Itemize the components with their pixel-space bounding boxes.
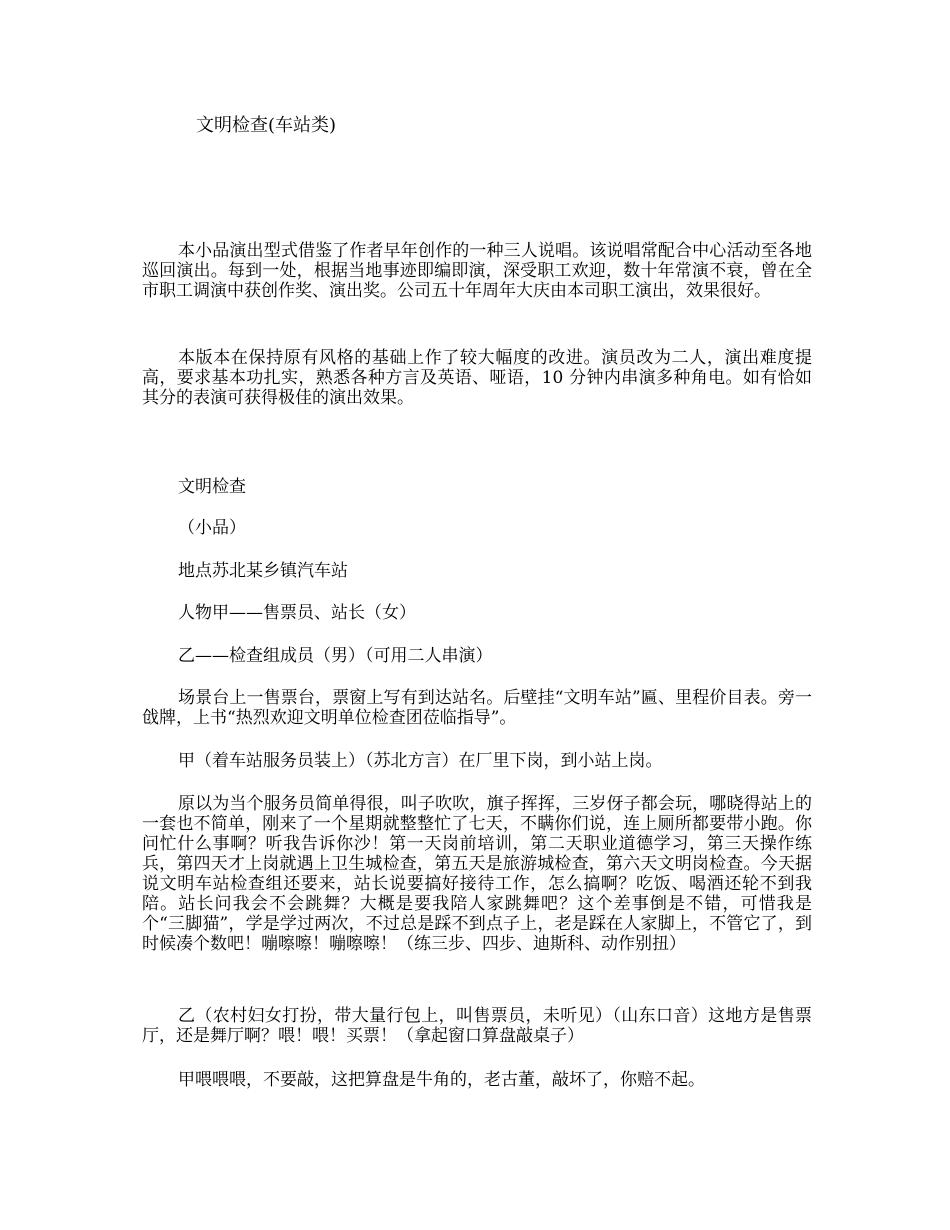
intro-paragraph: 本小品演出型式借鉴了作者早年创作的一种三人说唱。该说唱常配合中心活动至各地巡回演出。每到一处，根据当地事迹即编即演，深受职工欢迎，数十年常演不衰，曾在全市职工调演中获创作奖、演出奖。公司五十年周年大庆由本司职工演出，效果很好。 [142, 241, 812, 301]
scene-description: 场景台上一售票台，票窗上写有到达站名。后壁挂“文明车站”匾、里程价目表。旁一戗牌，上书“热烈欢迎文明单位检查团莅临指导”。 [142, 688, 812, 728]
dialogue-line: 甲喂喂喂，不要敲，这把算盘是牛角的，老古董，敲坏了，你赔不起。 [178, 1070, 705, 1090]
dialogue-line: 乙（农村妇女打扮，带大量行包上，叫售票员，未听见）（山东口音）这地方是售票厅，还是舞厅啊？喂！喂！买票！（拿起窗口算盘敲桌子） [142, 1006, 812, 1046]
script-location: 地点苏北某乡镇汽车站 [178, 561, 348, 581]
document-title: 文明检查(车站类) [196, 115, 337, 136]
character-b: 乙——检查组成员（男）（可用二人串演） [178, 646, 493, 666]
monologue: 原以为当个服务员简单得很，叫子吹吹，旗子挥挥，三岁伢子都会玩，哪晓得站上的一套也不简单，刚来了一个星期就整整忙了七天，不瞒你们说，连上厕所都要带小跑。你问忙什么事啊？听我告诉你沙！第一天岗前培训，第二天职业道德学习，第三天操作练兵，第四天才上岗就遇上卫生城检查，第五天是旅游城检查，第六天文明岗检查。今天据说文明车站检查组还要来，站长说要搞好接待工作，怎么搞啊？吃饭、喝酒还轮不到我陪。站长问我会不会跳舞？大概是要我陪人家跳舞吧？这个差事倒是不错，可惜我是个“三脚猫”，学是学过两次，不过总是踩不到点子上，老是踩在人家脚上，不管它了，到时候凑个数吧！嘣嚓嚓！嘣嚓嚓！（练三步、四步、迪斯科、动作别扭） [142, 794, 812, 954]
character-a: 人物甲——售票员、站长（女） [178, 603, 416, 623]
intro-paragraph: 本版本在保持原有风格的基础上作了较大幅度的改进。演员改为二人，演出难度提高，要求基本功扎实，熟悉各种方言及英语、哑语，10 分钟内串演多种角电。如有恰如其分的表演可获得极佳的演出效果。 [142, 348, 812, 408]
script-genre: （小品） [178, 518, 246, 538]
script-title: 文明检查 [178, 477, 246, 497]
stage-direction: 甲（着车站服务员装上）（苏北方言）在厂里下岗，到小站上岗。 [178, 751, 663, 771]
